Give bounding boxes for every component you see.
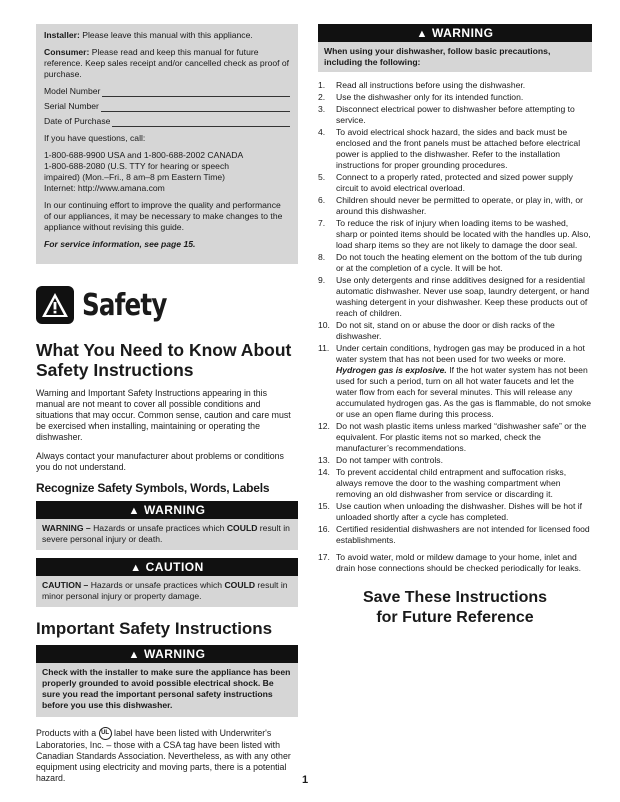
important-warning-banner: ▲ WARNING	[36, 645, 298, 663]
right-column	[318, 24, 592, 628]
left-column	[36, 24, 298, 784]
list-item: 6. Children should never be permitted to operate, or play in, with, or around this dishwasher.	[318, 195, 583, 216]
right-warning-banner: ▲ WARNING	[318, 24, 592, 42]
warning-triangle-icon: ▲	[130, 562, 142, 574]
list-item: 12. Do not wash plastic items unless marked “dishwasher safe” or the equivalent. For plastic items not so marked, check the manufacturer’s recommendations.	[318, 421, 587, 453]
warning-triangle-icon	[36, 286, 74, 324]
what-you-need-heading: What You Need to Know About Safety Instructions	[36, 340, 292, 380]
list-item: 10. Do not sit, stand on or abuse the door or dish racks of the dishwasher.	[318, 320, 555, 341]
serial-number-field[interactable]: Serial Number	[44, 101, 290, 112]
ul-logo-icon: UL	[99, 727, 112, 740]
warning-triangle-icon: ▲	[128, 649, 140, 661]
warning-triangle-icon: ▲	[128, 505, 140, 517]
phone-block: 1-800-688-9900 USA and 1-800-688-2002 CANADA 1-800-688-2080 (U.S. TTY for hearing or speech impaired) (Mon.–Fri., 8 am–8 pm Eastern Time) Internet: http://www.amana.com	[44, 150, 290, 194]
list-item: 1. Read all instructions before using the dishwasher.	[318, 80, 526, 90]
model-number-field[interactable]: Model Number	[44, 86, 290, 97]
list-item: 15. Use caution when unloading the dishwasher. Dishes will be hot if unloaded shortly after a cycle has completed.	[318, 501, 583, 522]
list-item: 8. Do not touch the heating element on the bottom of the tub during or at the completion of a cycle. It will be hot.	[318, 252, 583, 273]
precautions-intro: When using your dishwasher, follow basic precautions, including the following:	[318, 42, 592, 72]
list-item: 4. To avoid electrical shock hazard, the sides and back must be enclosed and the front panels must be attached before electrical power is applied to the dishwasher. Refer to the installation instructions for proper grounding procedures.	[318, 127, 581, 170]
list-item: 2. Use the dishwasher only for its intended function.	[318, 92, 524, 102]
list-item-hydrogen: 11. Under certain conditions, hydrogen gas may be produced in a hot water system that has not been used for two weeks or more. Hydrogen gas is explosive. If the hot water system has not been used for such a period, turn on all hot water faucets and let the water flow from each for several minutes. This will release any accumulated hydrogen gas. As the gas is flammable, do not smoke or use an open flame during this process.	[318, 343, 592, 419]
warning-definition: WARNING – Hazards or unsafe practices which COULD result in severe personal injury or death.	[36, 519, 298, 550]
list-item: 5. Connect to a properly rated, protected and sized power supply circuit to avoid electrical overload.	[318, 172, 573, 193]
date-of-purchase-field[interactable]: Date of Purchase	[44, 116, 290, 127]
grounding-warning: Check with the installer to make sure the appliance has been properly grounded to avoid possible electrical shock. Be sure you read the important personal safety instructions before you use this dishwasher.	[36, 663, 298, 717]
list-item: 16. Certified residential dishwashers are not intended for licensed food establishments.	[318, 524, 590, 545]
page-number: 1	[302, 774, 309, 786]
website-link[interactable]: Internet: http://www.amana.com	[44, 183, 165, 193]
list-item: 17. To avoid water, mold or mildew damage to your home, inlet and drain hose connections should be checked periodically for leaks.	[318, 552, 582, 573]
list-item: 9. Use only detergents and rinse additives designed for a residential automatic dishwasher. Never use soap, laundry detergent, or hand washing detergent in your dishwasher. Keep these products out of reach of children.	[318, 275, 590, 318]
caution-definition: CAUTION – Hazards or unsafe practices which COULD result in minor personal injury or property damage.	[36, 576, 298, 607]
important-safety-heading: Important Safety Instructions	[36, 619, 273, 638]
intro-paragraph: Warning and Important Safety Instructions appearing in this manual are not meant to cover all possible conditions and situations that may occur. Common sense, caution and care must be exercised when installing, maintaining or operating the dishwasher.	[36, 388, 291, 442]
safety-rules-list	[318, 80, 592, 574]
installer-box	[36, 24, 298, 264]
caution-banner: ▲ CAUTION	[36, 558, 298, 576]
recognize-heading: Recognize Safety Symbols, Words, Labels	[36, 481, 270, 495]
list-item: 3. Disconnect electrical power to dishwasher before attempting to service.	[318, 104, 575, 125]
contact-paragraph: Always contact your manufacturer about problems or conditions you do not understand.	[36, 451, 284, 472]
warning-triangle-icon: ▲	[416, 28, 428, 40]
warning-banner: ▲ WARNING	[36, 501, 298, 519]
ul-paragraph: Products with a UL label have been listed with Underwriter's Laboratories, Inc. – those with a CSA tag have been listed with Canadian Standards Association. Nevertheless, as with any other equipment using electricity and moving parts, there is a potential hazard.	[36, 727, 291, 783]
list-item: 13. Do not tamper with controls.	[318, 455, 443, 465]
save-instructions-title: Save These Instructions for Future Reference	[362, 589, 548, 626]
questions-text: If you have questions, call:	[44, 133, 146, 143]
list-item: 7. To reduce the risk of injury when loading items to be washed, sharp or pointed items should be located with the handles up. Also, load sharp items so they are not likely to damage the door seal.	[318, 218, 591, 250]
service-note: For service information, see page 15.	[44, 239, 196, 249]
safety-title: Safety	[82, 287, 167, 323]
list-item: 14. To prevent accidental child entrapment and suffocation risks, always remove the door to the washing compartment when removing an old dishwasher from service or discarding it.	[318, 467, 567, 499]
installer-note: Installer: Please leave this manual with this appliance.	[44, 30, 253, 40]
safety-heading	[36, 286, 298, 324]
continuing-text: In our continuing effort to improve the quality and performance of our appliances, it may be necessary to make changes to the appliance without revising this guide.	[44, 200, 283, 232]
consumer-note: Consumer: Please read and keep this manual for future reference. Keep sales receipt and/or cancelled check as proof of purchase.	[44, 47, 290, 79]
